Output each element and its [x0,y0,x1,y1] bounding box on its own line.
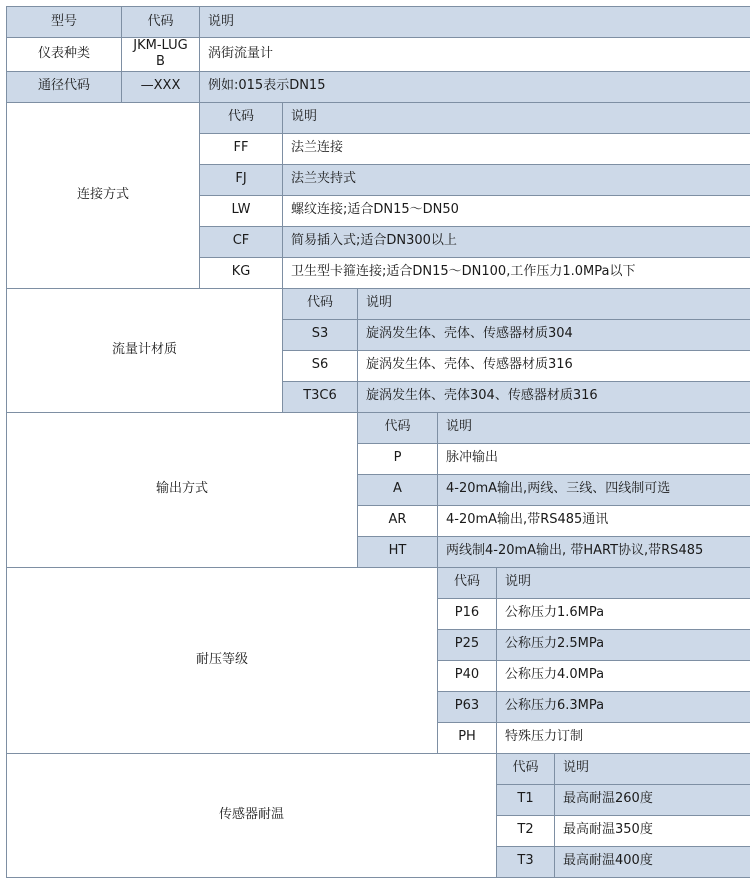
item-code: P16 [438,598,497,629]
subheader-code: 代码 [497,753,555,784]
subheader-code: 代码 [283,288,358,319]
table-header-row [7,7,750,38]
section-subheader-row [7,102,750,133]
subheader-desc: 说明 [497,567,750,598]
item-desc: 4-20mA输出,带RS485通讯 [438,505,750,536]
item-code: P63 [438,691,497,722]
item-desc: 最高耐温350度 [555,815,750,846]
item-code: P40 [438,660,497,691]
item-code: T2 [497,815,555,846]
item-desc: 旋涡发生体、壳体、传感器材质304 [358,319,750,350]
item-code: KG [200,257,283,288]
item-desc: 公称压力2.5MPa [497,629,750,660]
row-code: —XXX [122,71,200,102]
item-desc: 4-20mA输出,两线、三线、四线制可选 [438,474,750,505]
item-code: HT [358,536,438,567]
row-category: 仪表种类 [7,38,122,72]
model-selection-table [6,6,750,878]
item-desc: 卫生型卡箍连接;适合DN15～DN100,工作压力1.0MPa以下 [283,257,750,288]
item-code: CF [200,226,283,257]
row-desc: 例如:015表示DN15 [200,71,750,102]
section-name-pressure: 耐压等级 [7,567,438,753]
subheader-desc: 说明 [358,288,750,319]
item-code: T3 [497,846,555,877]
row-code: JKM-LUGB [122,38,200,72]
item-code: S3 [283,319,358,350]
section-subheader-row [7,288,750,319]
subheader-desc: 说明 [283,102,750,133]
section-name-connection: 连接方式 [7,102,200,288]
item-desc: 公称压力4.0MPa [497,660,750,691]
item-code: A [358,474,438,505]
subheader-desc: 说明 [555,753,750,784]
subheader-code: 代码 [200,102,283,133]
item-code: FF [200,133,283,164]
item-code: PH [438,722,497,753]
item-desc: 螺纹连接;适合DN15～DN50 [283,195,750,226]
item-desc: 特殊压力订制 [497,722,750,753]
item-code: AR [358,505,438,536]
item-desc: 旋涡发生体、壳体、传感器材质316 [358,350,750,381]
item-code: T1 [497,784,555,815]
section-name-output: 输出方式 [7,412,358,567]
section-subheader-row [7,412,750,443]
subheader-desc: 说明 [438,412,750,443]
item-code: LW [200,195,283,226]
item-code: P25 [438,629,497,660]
item-desc: 最高耐温260度 [555,784,750,815]
header-model: 型号 [7,7,122,38]
item-desc: 简易插入式;适合DN300以上 [283,226,750,257]
item-desc: 两线制4-20mA输出, 带HART协议,带RS485 [438,536,750,567]
item-code: FJ [200,164,283,195]
item-code: T3C6 [283,381,358,412]
item-desc: 法兰夹持式 [283,164,750,195]
section-subheader-row [7,753,750,784]
section-subheader-row [7,567,750,598]
table-row [7,38,750,72]
item-desc: 公称压力6.3MPa [497,691,750,722]
item-desc: 公称压力1.6MPa [497,598,750,629]
header-desc: 说明 [200,7,750,38]
item-desc: 最高耐温400度 [555,846,750,877]
row-desc: 涡街流量计 [200,38,750,72]
row-category: 通径代码 [7,71,122,102]
subheader-code: 代码 [358,412,438,443]
item-desc: 法兰连接 [283,133,750,164]
section-name-temperature: 传感器耐温 [7,753,497,877]
header-code: 代码 [122,7,200,38]
section-name-material: 流量计材质 [7,288,283,412]
item-desc: 旋涡发生体、壳体304、传感器材质316 [358,381,750,412]
item-code: P [358,443,438,474]
subheader-code: 代码 [438,567,497,598]
item-code: S6 [283,350,358,381]
table-row [7,71,750,102]
item-desc: 脉冲输出 [438,443,750,474]
